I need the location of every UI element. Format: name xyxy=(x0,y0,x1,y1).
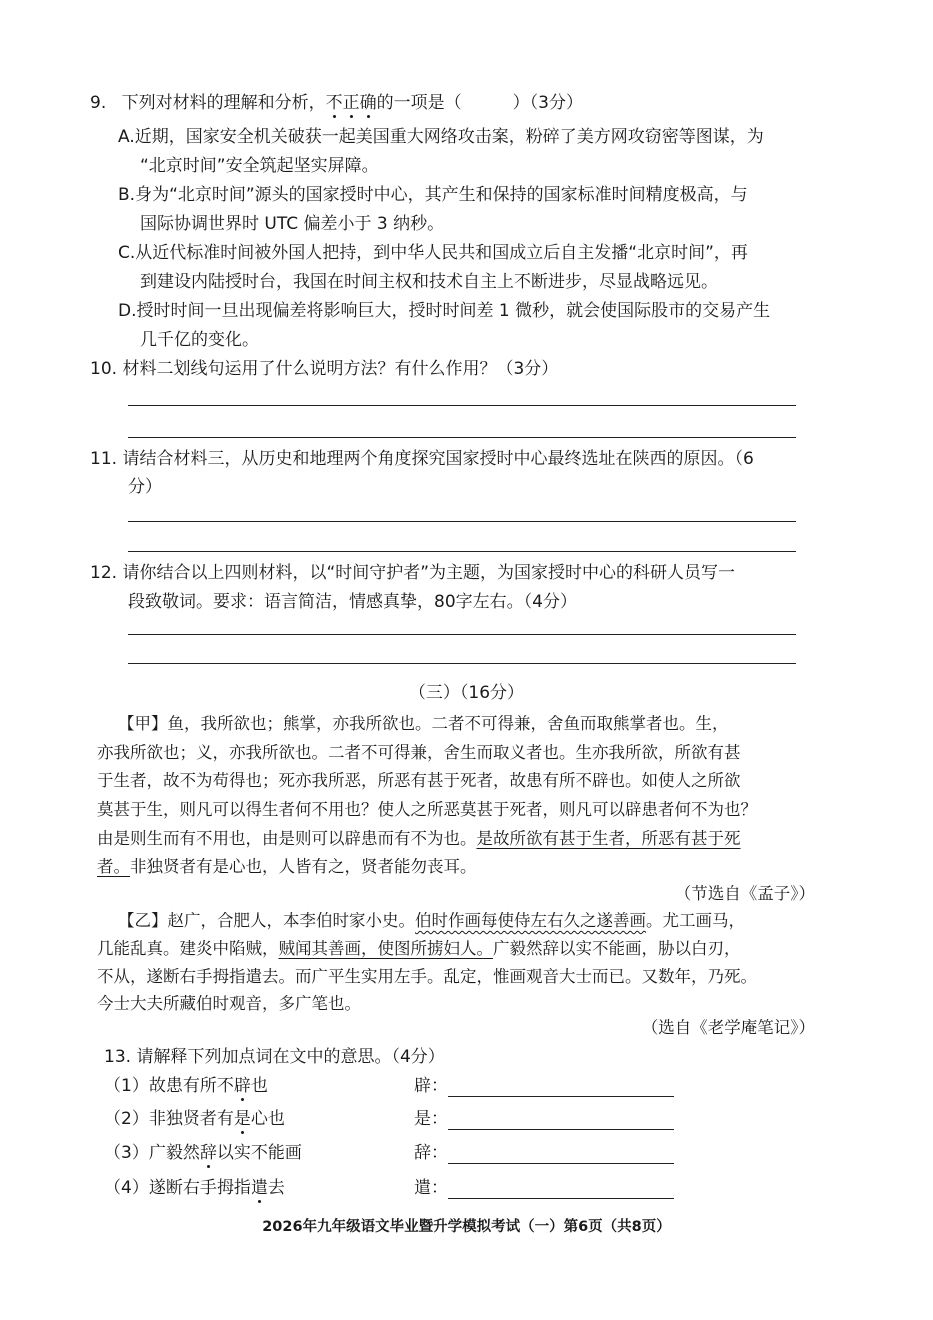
jia-line-6 xyxy=(97,856,477,878)
q13-answer-2-label: 是： xyxy=(414,1109,448,1129)
q9-emphasis xyxy=(326,93,377,113)
page-footer: 2026年九年级语文毕业暨升学模拟考试（一）第6页（共8页） xyxy=(262,1219,671,1235)
q10-answer-line-1[interactable] xyxy=(128,405,796,406)
jia-line-3: 于生者，故不为苟得也；死亦我所恶，所恶有甚于死者，故患有所不辟也。如使人之所欲 xyxy=(97,771,741,790)
yi-line-1 xyxy=(118,910,745,932)
q13-answer-2-blank[interactable] xyxy=(448,1111,674,1130)
yi-line-4: 今士大夫所藏伯时观音，多广笔也。 xyxy=(97,994,361,1013)
jia-source: （节选自《孟子》） xyxy=(674,884,815,903)
q13-answer-2 xyxy=(414,1108,674,1130)
q9-option-a-line1: A.近期，国家安全机关破获一起美国重大网络攻击案，粉碎了美方网攻窃密等图谋，为 xyxy=(118,127,764,147)
yi-source: （选自《老学庵笔记》） xyxy=(641,1018,815,1037)
yi-underlined-sentence: 贼闻其善画，使图所掳妇人。 xyxy=(278,939,493,958)
jia-line-5-text: 由是则生而有不用也，由是则可以辟患而有不为也。 xyxy=(97,829,477,848)
q11-stem-line2: 分） xyxy=(128,477,162,497)
q9-option-d-line2: 几千亿的变化。 xyxy=(140,330,259,350)
q13-stem: 13. 请解释下列加点词在文中的意思。（4分） xyxy=(104,1047,445,1067)
yi-wavy-sentence: 伯时作画每使侍左右久之遂善画 xyxy=(415,911,646,930)
yi-line-1-post: 。尤工画马， xyxy=(646,911,745,930)
q9-option-c-line2: 到建设内陆授时台，我国在时间主权和技术自主上不断进步，尽显战略远见。 xyxy=(140,272,718,292)
yi-line-2 xyxy=(97,938,741,960)
q9-option-b-line1: B.身为“北京时间”源头的国家授时中心，其产生和保持的国家标准时间精度极高，与 xyxy=(118,185,748,205)
q13-answer-3 xyxy=(414,1142,674,1164)
q13-item-3-post: 以实不能画 xyxy=(216,1143,302,1163)
q13-item-2 xyxy=(104,1108,285,1130)
q13-item-2-post: 心也 xyxy=(250,1109,285,1129)
q13-item-4 xyxy=(104,1177,285,1199)
jia-underlined-sentence-part2: 者。 xyxy=(97,857,130,876)
q13-item-4-pre: 遂断右手拇指 xyxy=(148,1178,251,1198)
q9-option-d-line1: D.授时时间一旦出现偏差将影响巨大，授时时间差 1 微秒，就会使国际股市的交易产生 xyxy=(118,301,771,321)
q13-answer-4-blank[interactable] xyxy=(448,1180,674,1199)
q13-answer-3-label: 辞： xyxy=(414,1143,448,1163)
q13-item-2-num: （2） xyxy=(104,1109,149,1129)
q13-item-1-pre: 故患有所不 xyxy=(148,1076,234,1096)
q13-item-3 xyxy=(104,1142,302,1164)
q13-answer-1-blank[interactable] xyxy=(448,1078,674,1097)
q12-stem-line1: 12. 请你结合以上四则材料，以“时间守护者”为主题，为国家授时中心的科研人员写一 xyxy=(90,563,736,583)
jia-line-5 xyxy=(97,828,741,850)
q13-answer-1 xyxy=(414,1075,674,1097)
jia-underlined-sentence-part1: 是故所欲有甚于生者，所恶有甚于死 xyxy=(476,829,741,848)
q13-item-2-pre: 非独贤者有 xyxy=(148,1109,234,1129)
q13-answer-3-blank[interactable] xyxy=(448,1145,674,1164)
q11-answer-line-1[interactable] xyxy=(128,521,796,522)
q13-item-3-dotted-word: 辞 xyxy=(199,1143,217,1163)
q10-stem: 10. 材料二划线句运用了什么说明方法？有什么作用？（3分） xyxy=(90,359,559,379)
q9-number: 9. xyxy=(90,93,107,113)
q11-stem-line1: 11. 请结合材料三，从历史和地理两个角度探究国家授时中心最终选址在陕西的原因。（6 xyxy=(90,449,754,469)
q13-item-4-post: 去 xyxy=(267,1178,285,1198)
q13-item-1-dotted-word: 辟 xyxy=(233,1076,251,1096)
yi-line-2-post: 广毅然辞以实不能画，胁以白刃， xyxy=(493,939,741,958)
q9-emphasis-char-2: 正 xyxy=(342,93,360,113)
q13-item-4-num: （4） xyxy=(104,1178,149,1198)
q12-answer-line-2[interactable] xyxy=(128,663,796,664)
q13-item-1 xyxy=(104,1075,268,1097)
q9-option-b-line2: 国际协调世界时 UTC 偏差小于 3 纳秒。 xyxy=(140,214,445,234)
q9-stem-pre: 下列对材料的理解和分析， xyxy=(121,93,326,113)
q11-answer-line-2[interactable] xyxy=(128,551,796,552)
q9-option-a-line2: “北京时间”安全筑起坚实屏障。 xyxy=(140,156,379,176)
q13-item-2-dotted-word: 是 xyxy=(233,1109,251,1129)
q13-answer-4-label: 遣： xyxy=(414,1178,448,1198)
jia-line-4: 莫甚于生，则凡可以得生者何不用也？使人之所恶莫甚于死者，则凡可以辟患者何不为也？ xyxy=(97,800,757,819)
q13-answer-1-label: 辟： xyxy=(414,1076,448,1096)
q13-item-3-pre: 广毅然 xyxy=(148,1143,200,1163)
section-3-title: （三）（16分） xyxy=(408,683,525,703)
yi-line-2-pre: 几能乱真。建炎中陷贼， xyxy=(97,939,279,958)
q10-answer-line-2[interactable] xyxy=(128,437,796,438)
q12-stem-line2: 段致敬词。要求：语言简洁，情感真挚，80字左右。（4分） xyxy=(128,592,577,612)
q13-item-1-num: （1） xyxy=(104,1076,149,1096)
q9-stem-post: 的一项是（ ）（3分） xyxy=(376,93,583,113)
jia-line-1: 【甲】鱼，我所欲也；熊掌，亦我所欲也。二者不可得兼，舍鱼而取熊掌者也。生， xyxy=(118,714,729,733)
q13-item-1-post: 也 xyxy=(250,1076,268,1096)
q9-emphasis-char-3: 确 xyxy=(359,93,377,113)
q9-stem xyxy=(90,92,583,114)
q13-item-4-dotted-word: 遣 xyxy=(250,1178,268,1198)
q9-option-c-line1: C.从近代标准时间被外国人把持，到中华人民共和国成立后自主发播“北京时间”，再 xyxy=(118,243,748,263)
q13-answer-4 xyxy=(414,1177,674,1199)
q9-emphasis-char-1: 不 xyxy=(325,93,343,113)
yi-line-1-pre: 【乙】赵广，合肥人，本李伯时家小史。 xyxy=(118,911,415,930)
jia-line-2: 亦我所欲也；义，亦我所欲也。二者不可得兼，舍生而取义者也。生亦我所欲，所欲有甚 xyxy=(97,743,741,762)
jia-line-6-text: 非独贤者有是心也，人皆有之，贤者能勿丧耳。 xyxy=(130,857,477,876)
yi-line-3: 不从，遂断右手拇指遣去。而广平生实用左手。乱定，惟画观音大士而已。又数年，乃死。 xyxy=(97,967,757,986)
q13-item-3-num: （3） xyxy=(104,1143,149,1163)
q12-answer-line-1[interactable] xyxy=(128,634,796,635)
